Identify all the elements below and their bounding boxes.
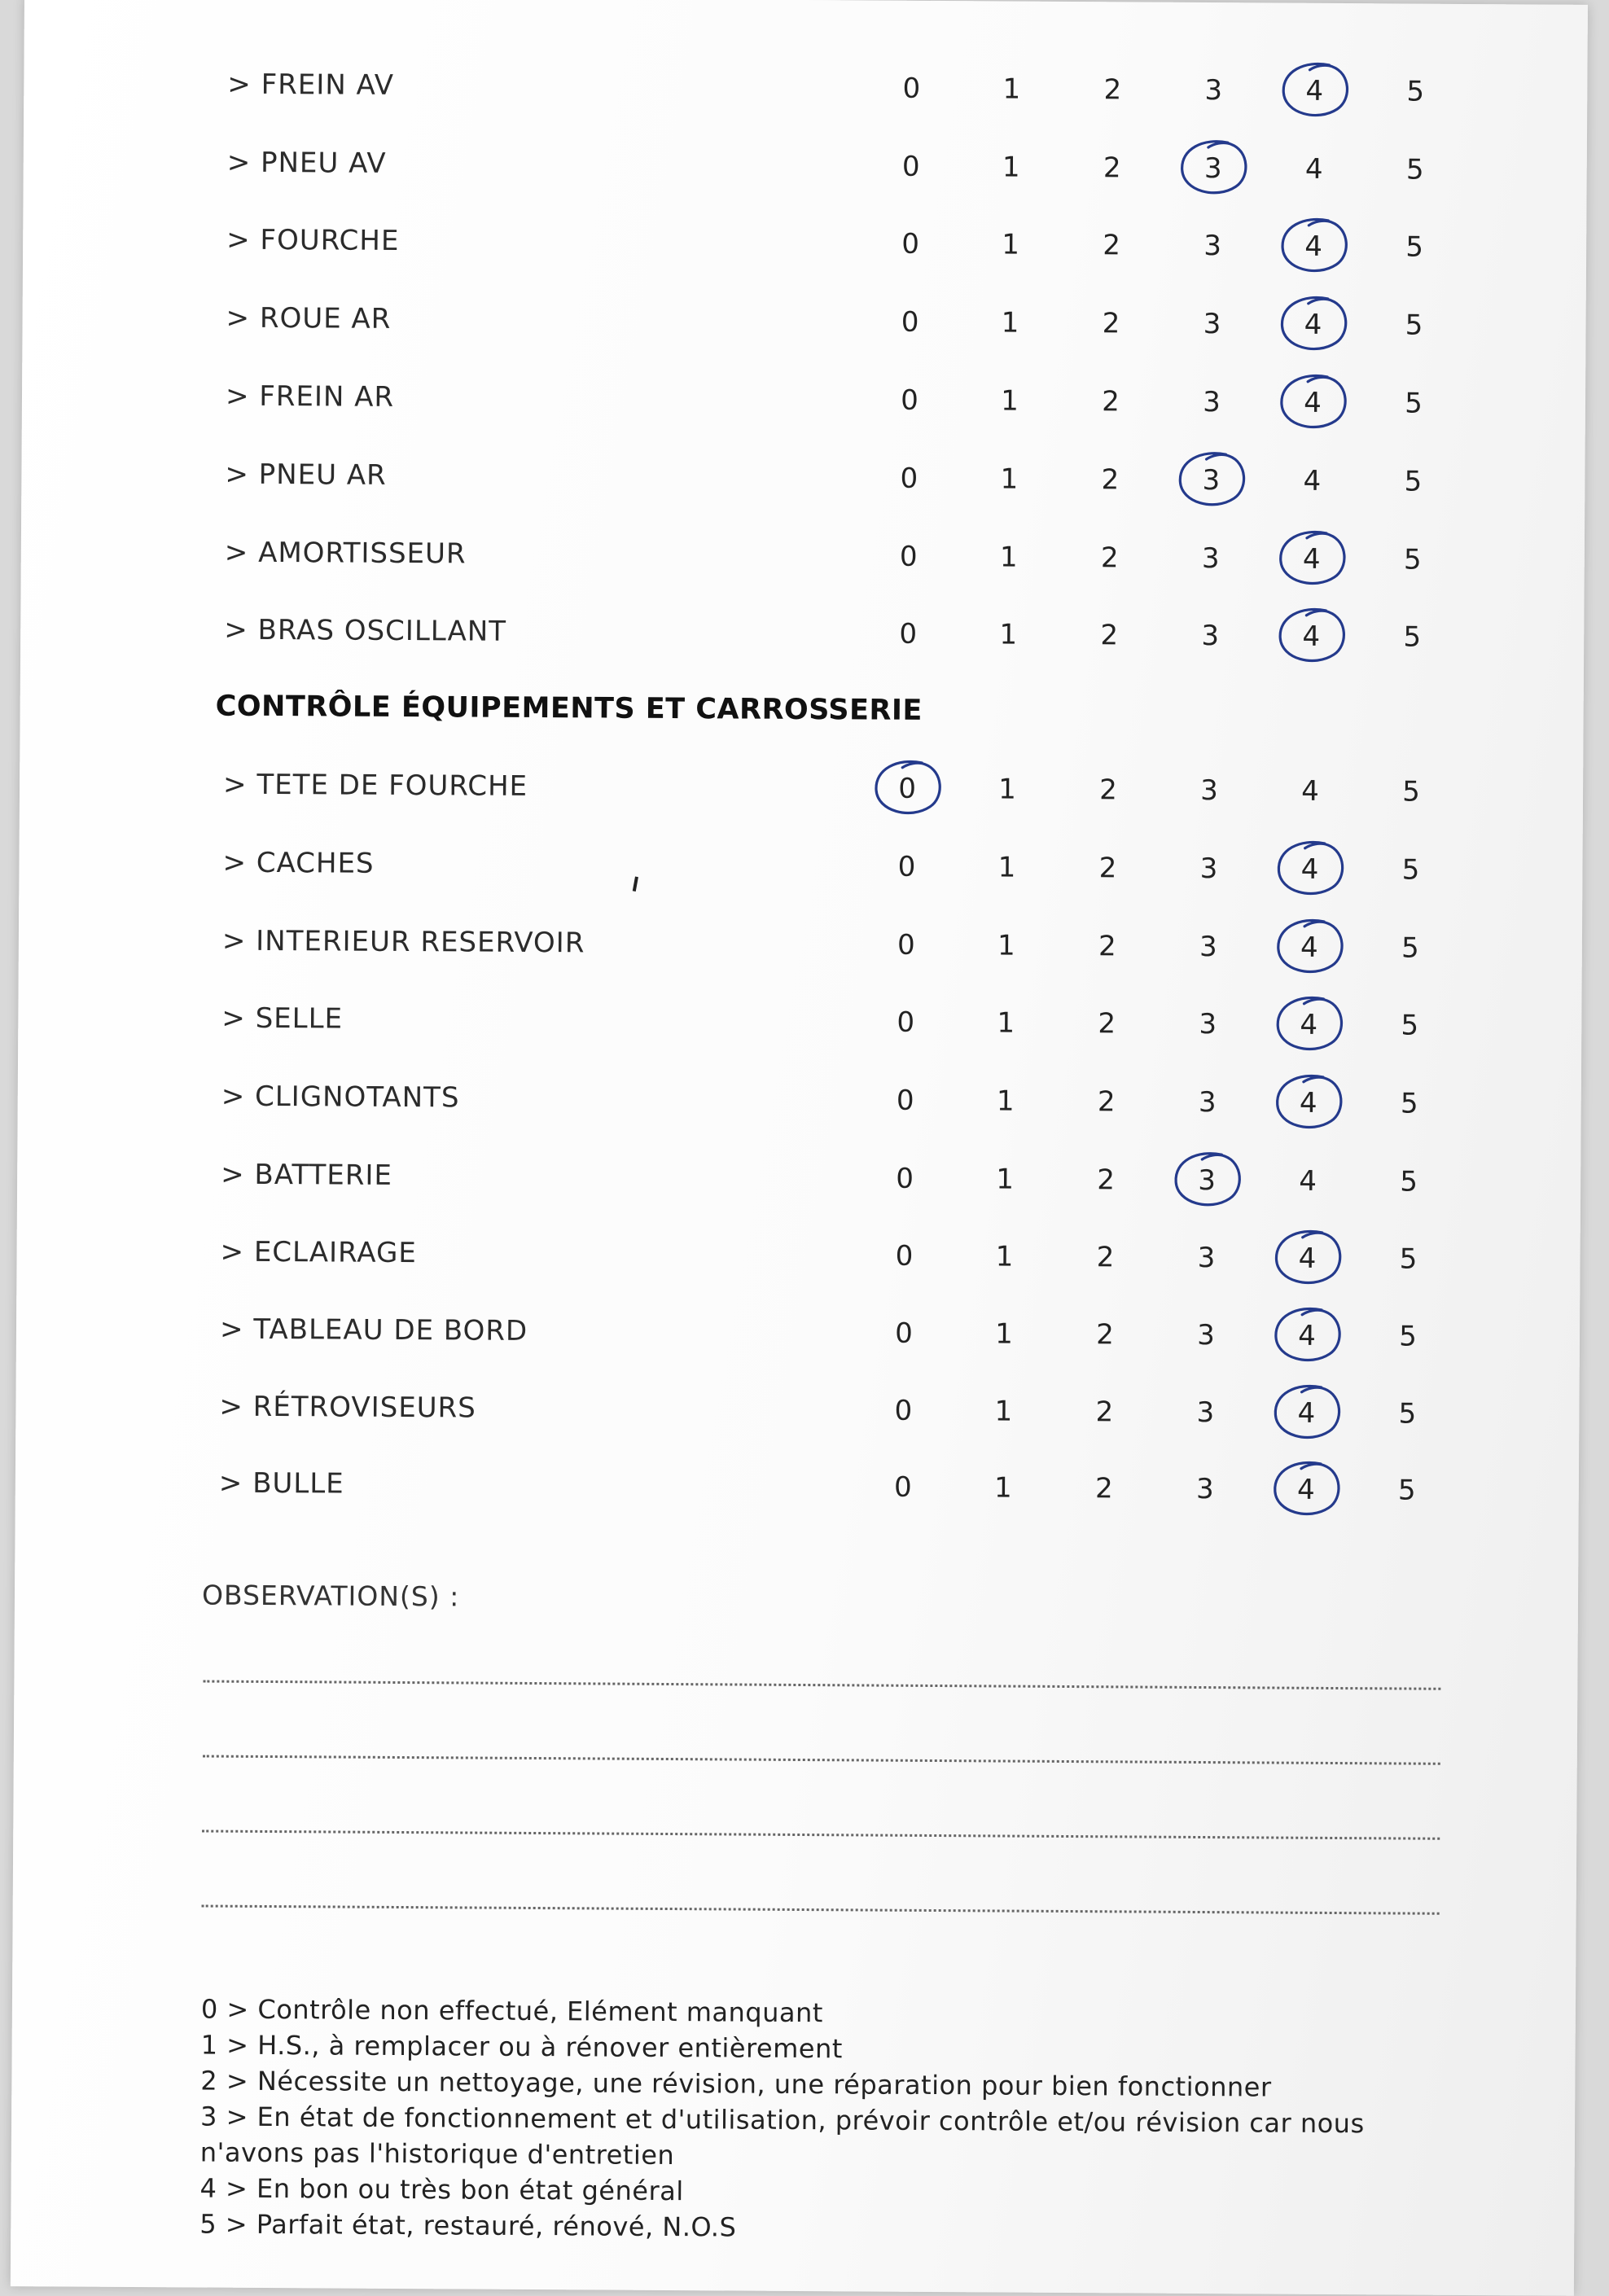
selection-circle-stroke (1180, 453, 1244, 505)
score-option-3[interactable]: 3 (1178, 1164, 1235, 1197)
score-option-1[interactable]: 1 (994, 1395, 1013, 1428)
score-option-1[interactable]: 1 (995, 1240, 1014, 1273)
score-option-1[interactable]: 1 (993, 1471, 1012, 1505)
legend-line: 5 > Parfait état, restauré, rénové, N.O.S (199, 2208, 737, 2243)
rating-row (22, 379, 1585, 437)
rating-row (16, 1312, 1580, 1370)
rating-row (22, 300, 1585, 359)
score-option-0[interactable]: 0 (896, 1162, 914, 1195)
selection-circle-stroke (1278, 997, 1342, 1049)
rating-row (23, 222, 1586, 281)
score-option-4[interactable]: 4 (1285, 230, 1342, 263)
rating-row (20, 767, 1583, 826)
score-option-0[interactable]: 0 (901, 227, 920, 261)
hand-drawn-selection-circle (1265, 1301, 1350, 1370)
score-option-2[interactable]: 2 (1103, 73, 1122, 107)
score-option-1[interactable]: 1 (1001, 384, 1019, 418)
score-option-0[interactable]: 0 (895, 1317, 913, 1350)
selection-circle-stroke (1282, 219, 1347, 271)
hand-drawn-selection-circle (1270, 368, 1356, 437)
observation-line-2[interactable] (203, 1755, 1440, 1765)
hand-drawn-selection-circle (1271, 212, 1357, 281)
score-option-1[interactable]: 1 (996, 1084, 1015, 1118)
score-option-1[interactable]: 1 (996, 1163, 1015, 1196)
score-option-5[interactable]: 5 (1400, 1165, 1418, 1198)
score-option-0[interactable]: 0 (899, 617, 918, 651)
score-option-4[interactable]: 4 (1303, 464, 1322, 497)
score-option-1[interactable]: 1 (995, 1317, 1013, 1351)
rating-row-label: > BULLE (218, 1466, 344, 1501)
score-option-3[interactable]: 3 (1199, 1007, 1217, 1041)
hand-drawn-selection-circle (1265, 1224, 1350, 1293)
score-option-0[interactable]: 0 (897, 928, 915, 962)
score-option-3[interactable]: 3 (1196, 1396, 1215, 1430)
score-option-0[interactable]: 0 (900, 462, 918, 495)
hand-drawn-selection-circle (1168, 446, 1254, 515)
hand-drawn-selection-circle (1170, 134, 1256, 204)
score-option-4[interactable]: 4 (1280, 1087, 1337, 1120)
score-option-4[interactable]: 4 (1286, 75, 1343, 107)
selection-circle-stroke (1182, 141, 1246, 193)
legend-line: 2 > Nécessite un nettoyage, une révision, une réparation pour bien fonctionner (200, 2065, 1272, 2103)
rating-legend (199, 1991, 1471, 2250)
score-option-0[interactable]: 0 (899, 540, 918, 573)
hand-drawn-selection-circle (1164, 1146, 1250, 1216)
observations-label: OBSERVATION(S) : (201, 1579, 460, 1613)
legend-line: 3 > En état de fonctionnement et d'utilisation, prévoir contrôle et/ou révision car nous (199, 2101, 1365, 2140)
score-option-3[interactable]: 3 (1201, 541, 1220, 576)
score-option-4[interactable]: 4 (1278, 1397, 1335, 1430)
selection-circle-stroke (1281, 532, 1345, 584)
rating-row (21, 535, 1585, 594)
score-option-0[interactable]: 0 (897, 850, 916, 883)
rating-row (15, 1389, 1579, 1448)
score-option-2[interactable]: 2 (1097, 1163, 1116, 1197)
legend-line: n'avons pas l'historique d'entretien (199, 2136, 675, 2171)
observation-line-3[interactable] (202, 1830, 1440, 1840)
score-option-1[interactable]: 1 (999, 541, 1018, 574)
score-option-1[interactable]: 1 (997, 929, 1015, 962)
score-option-3[interactable]: 3 (1203, 385, 1221, 419)
score-option-4[interactable]: 4 (1281, 853, 1338, 886)
score-option-2[interactable]: 2 (1098, 930, 1116, 963)
score-option-3[interactable]: 3 (1203, 307, 1221, 341)
rating-row-label: > TETE DE FOURCHE (222, 768, 528, 803)
rating-row-label: > FOURCHE (226, 223, 400, 257)
score-option-5[interactable]: 5 (1400, 1087, 1418, 1120)
rating-row (21, 457, 1585, 515)
selection-circle-stroke (876, 761, 940, 813)
legend-line: 4 > En bon ou très bon état général (199, 2172, 684, 2207)
score-option-1[interactable]: 1 (1002, 228, 1020, 261)
score-option-0[interactable]: 0 (901, 383, 918, 417)
score-option-3[interactable]: 3 (1185, 152, 1242, 185)
score-option-1[interactable]: 1 (997, 851, 1016, 884)
score-option-1[interactable]: 1 (1000, 462, 1019, 496)
score-option-3[interactable]: 3 (1201, 619, 1220, 653)
score-option-0[interactable]: 0 (879, 773, 936, 805)
score-option-3[interactable]: 3 (1195, 1472, 1214, 1506)
rating-row (24, 67, 1587, 125)
score-option-5[interactable]: 5 (1401, 931, 1419, 965)
score-option-3[interactable]: 3 (1203, 229, 1222, 263)
inspection-sheet (11, 0, 1588, 2296)
score-option-1[interactable]: 1 (998, 773, 1017, 806)
score-option-5[interactable]: 5 (1403, 543, 1422, 576)
score-option-5[interactable]: 5 (1402, 775, 1421, 808)
selection-circle-stroke (1282, 297, 1346, 349)
rating-row-label: > BATTERIE (221, 1158, 393, 1192)
hand-drawn-selection-circle (1267, 835, 1353, 904)
rating-row-label: > TABLEAU DE BORD (219, 1312, 528, 1347)
rating-row-label: > BRAS OSCILLANT (224, 613, 507, 648)
score-option-3[interactable]: 3 (1197, 1318, 1215, 1352)
rating-row-label: > FREIN AR (225, 379, 395, 414)
score-option-0[interactable]: 0 (901, 305, 919, 339)
score-option-4[interactable]: 4 (1281, 931, 1338, 964)
score-option-1[interactable]: 1 (1002, 151, 1020, 184)
score-option-5[interactable]: 5 (1405, 153, 1424, 186)
rating-row (24, 145, 1587, 204)
score-option-5[interactable]: 5 (1405, 230, 1424, 264)
selection-circle-stroke (1275, 1386, 1339, 1438)
score-option-0[interactable]: 0 (894, 1394, 913, 1427)
score-option-2[interactable]: 2 (1099, 773, 1118, 807)
score-option-2[interactable]: 2 (1098, 852, 1117, 885)
rating-row-label: > PNEU AR (225, 458, 387, 492)
score-option-1[interactable]: 1 (1002, 72, 1021, 106)
score-option-0[interactable]: 0 (902, 72, 921, 105)
selection-circle-stroke (1275, 1462, 1339, 1514)
score-option-2[interactable]: 2 (1100, 619, 1119, 652)
score-option-2[interactable]: 2 (1098, 1007, 1116, 1041)
score-option-3[interactable]: 3 (1204, 73, 1223, 107)
score-option-3[interactable]: 3 (1199, 930, 1217, 964)
score-option-2[interactable]: 2 (1103, 151, 1121, 185)
selection-circle-stroke (1283, 64, 1348, 116)
score-option-4[interactable]: 4 (1280, 1009, 1337, 1041)
score-option-1[interactable]: 1 (1001, 306, 1019, 340)
rating-row-label: > INTERIEUR RESERVOIR (221, 924, 585, 960)
score-option-2[interactable]: 2 (1096, 1241, 1115, 1274)
rating-row-label: > CACHES (222, 846, 375, 880)
score-option-2[interactable]: 2 (1095, 1396, 1114, 1429)
score-option-5[interactable]: 5 (1404, 465, 1423, 498)
score-option-5[interactable]: 5 (1397, 1474, 1416, 1507)
score-option-5[interactable]: 5 (1401, 1009, 1419, 1042)
legend-line: 0 > Contrôle non effectué, Elément manquant (200, 1993, 823, 2029)
score-option-3[interactable]: 3 (1197, 1241, 1216, 1275)
score-option-5[interactable]: 5 (1399, 1242, 1418, 1276)
score-option-0[interactable]: 0 (901, 150, 920, 183)
hand-drawn-selection-circle (1264, 1378, 1349, 1448)
score-option-5[interactable]: 5 (1403, 620, 1422, 654)
rating-row-label: > CLIGNOTANTS (221, 1080, 460, 1115)
score-option-3[interactable]: 3 (1182, 464, 1239, 497)
score-option-3[interactable]: 3 (1200, 773, 1219, 808)
selection-circle-stroke (1278, 842, 1343, 894)
selection-circle-stroke (1276, 1308, 1340, 1361)
selection-circle-stroke (1278, 920, 1343, 972)
score-option-4[interactable]: 4 (1299, 1164, 1317, 1198)
observation-line-4[interactable] (202, 1905, 1440, 1915)
score-option-4[interactable]: 4 (1278, 1474, 1335, 1506)
score-option-2[interactable]: 2 (1102, 307, 1120, 340)
score-option-5[interactable]: 5 (1398, 1397, 1417, 1431)
hand-drawn-selection-circle (1269, 602, 1354, 671)
hand-drawn-selection-circle (1267, 913, 1353, 982)
score-option-5[interactable]: 5 (1405, 387, 1423, 420)
rating-row (19, 923, 1582, 982)
hand-drawn-selection-circle (865, 754, 950, 823)
score-option-4[interactable]: 4 (1284, 309, 1341, 341)
score-option-1[interactable]: 1 (999, 618, 1018, 651)
score-option-2[interactable]: 2 (1100, 541, 1119, 575)
score-option-0[interactable]: 0 (897, 1006, 915, 1039)
score-option-4[interactable]: 4 (1283, 543, 1340, 576)
observation-line-1[interactable] (203, 1680, 1440, 1690)
selection-circle-stroke (1277, 1076, 1341, 1128)
rating-row-label: > ECLAIRAGE (220, 1235, 417, 1270)
hand-drawn-selection-circle (1265, 1068, 1351, 1137)
rating-row-label: > PNEU AV (226, 146, 387, 180)
score-option-2[interactable]: 2 (1097, 1085, 1116, 1119)
score-option-5[interactable]: 5 (1406, 75, 1425, 108)
score-option-0[interactable]: 0 (895, 1239, 914, 1273)
score-option-4[interactable]: 4 (1282, 620, 1339, 653)
rating-row (20, 612, 1584, 671)
score-option-4[interactable]: 4 (1278, 1320, 1335, 1352)
rating-row-label: > SELLE (221, 1001, 344, 1036)
score-option-2[interactable]: 2 (1103, 229, 1121, 262)
selection-circle-stroke (1276, 1231, 1340, 1283)
score-option-0[interactable]: 0 (893, 1470, 912, 1504)
selection-circle-stroke (1282, 375, 1346, 427)
rating-row (17, 1157, 1581, 1216)
score-option-2[interactable]: 2 (1094, 1472, 1113, 1505)
rating-row (19, 845, 1582, 904)
rating-row-label: > FREIN AV (227, 68, 395, 102)
hand-drawn-selection-circle (1270, 290, 1356, 359)
score-option-4[interactable]: 4 (1278, 1242, 1335, 1275)
section-title-equipements: CONTRÔLE ÉQUIPEMENTS ET CARROSSERIE (215, 690, 923, 727)
score-option-5[interactable]: 5 (1405, 309, 1423, 342)
rating-row (18, 1001, 1581, 1059)
score-option-4[interactable]: 4 (1284, 387, 1341, 419)
score-option-4[interactable]: 4 (1301, 774, 1320, 808)
score-option-2[interactable]: 2 (1096, 1318, 1114, 1352)
legend-line: 1 > H.S., à remplacer ou à rénover entièrement (200, 2029, 843, 2065)
rating-row (16, 1234, 1580, 1293)
score-option-1[interactable]: 1 (997, 1006, 1015, 1040)
hand-drawn-selection-circle (1266, 990, 1352, 1059)
hand-drawn-selection-circle (1264, 1455, 1349, 1524)
score-option-4[interactable]: 4 (1304, 152, 1323, 186)
selection-circle-stroke (1176, 1153, 1240, 1205)
score-option-2[interactable]: 2 (1101, 463, 1120, 497)
rating-row-label: > ROUE AR (226, 301, 392, 335)
score-option-3[interactable]: 3 (1198, 1085, 1217, 1120)
score-option-3[interactable]: 3 (1199, 852, 1218, 886)
rating-row (18, 1079, 1581, 1137)
hand-drawn-selection-circle (1272, 56, 1357, 125)
hand-drawn-selection-circle (1269, 524, 1355, 594)
score-option-0[interactable]: 0 (896, 1084, 914, 1117)
rating-row (15, 1466, 1579, 1524)
rating-row-label: > AMORTISSEUR (224, 536, 467, 571)
score-option-2[interactable]: 2 (1102, 385, 1120, 418)
score-option-5[interactable]: 5 (1401, 853, 1420, 887)
score-option-5[interactable]: 5 (1399, 1320, 1417, 1353)
rating-row-label: > RÉTROVISEURS (219, 1390, 476, 1425)
selection-circle-stroke (1280, 609, 1344, 661)
